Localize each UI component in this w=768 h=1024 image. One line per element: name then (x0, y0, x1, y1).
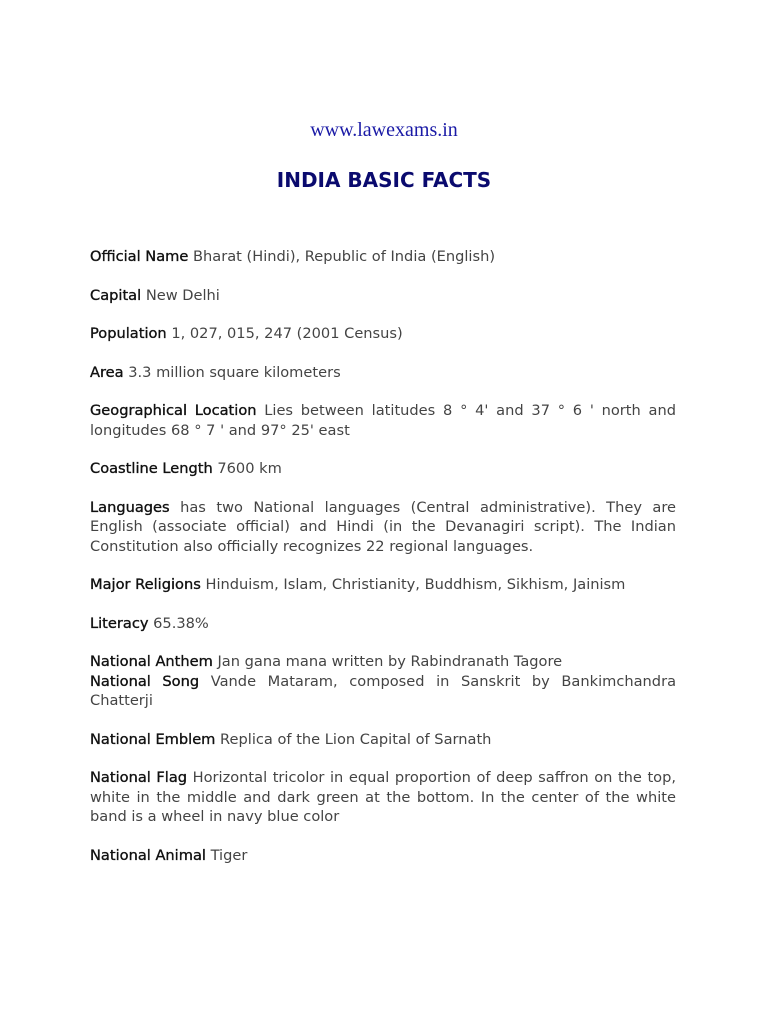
fact-label: Languages (90, 498, 170, 516)
fact-label: Major Religions (90, 576, 201, 593)
fact-value: Lies between latitudes 8 ° 4' and 37 ° 6 ' north and longitudes 68 ° 7 ' and 97° 25' east (90, 402, 676, 439)
fact-national-flag (90, 768, 676, 827)
fact-area (90, 363, 676, 383)
fact-value: Replica of the Lion Capital of Sarnath (220, 730, 492, 748)
fact-label: National Animal (90, 846, 206, 864)
fact-official-name (90, 247, 676, 267)
fact-population (90, 324, 676, 344)
page-title: INDIA BASIC FACTS (276, 168, 492, 192)
fact-national-song (90, 672, 676, 711)
fact-label: National Anthem (90, 653, 213, 670)
fact-value: 3.3 million square kilometers (128, 363, 341, 381)
site-link[interactable]: www.lawexams.in (310, 119, 458, 141)
fact-value: New Delhi (145, 286, 220, 304)
fact-national-anthem (90, 652, 676, 672)
fact-value: 1, 027, 015, 247 (2001 Census) (171, 325, 403, 342)
fact-value: 7600 km (217, 460, 282, 477)
fact-label: National Song (90, 672, 200, 690)
fact-value: Vande Mataram, composed in Sanskrit by Bankimchandra Chatterji (90, 672, 677, 709)
fact-national-animal (90, 846, 676, 866)
fact-label: Official Name (90, 248, 189, 265)
fact-label: Coastline Length (90, 460, 213, 477)
fact-value: Bharat (Hindi), Republic of India (English) (193, 248, 496, 265)
fact-label: Capital (90, 286, 142, 304)
fact-value: Hinduism, Islam, Christianity, Buddhism, Sikhism, Jainism (205, 576, 626, 593)
fact-label: Area (90, 363, 124, 381)
fact-value: Horizontal tricolor in equal proportion of deep saffron on the top, white in the middle and dark green at the bottom. In the center of the white band is a wheel in navy blue color (90, 769, 677, 825)
fact-value: Jan gana mana written by Rabindranath Tagore (217, 653, 563, 670)
fact-national-emblem (90, 730, 676, 750)
fact-value: Tiger (210, 846, 248, 864)
fact-value: has two National languages (Central administrative). They are English (associate official) and Hindi (in the Devanagiri script). The Indian Constitution also officially recognizes 22 regional languages. (90, 498, 677, 555)
fact-label: Population (90, 325, 167, 342)
fact-label: Literacy (90, 614, 149, 632)
fact-major-religions (90, 575, 676, 595)
fact-label: National Emblem (90, 730, 216, 748)
fact-capital (90, 286, 676, 306)
fact-value: 65.38% (153, 614, 209, 632)
facts-list (90, 247, 676, 884)
fact-coastline-length (90, 459, 676, 479)
fact-languages (90, 498, 676, 557)
fact-label: National Flag (90, 769, 188, 786)
fact-label: Geographical Location (90, 402, 257, 419)
fact-geographical-location (90, 401, 676, 440)
fact-literacy (90, 614, 676, 634)
